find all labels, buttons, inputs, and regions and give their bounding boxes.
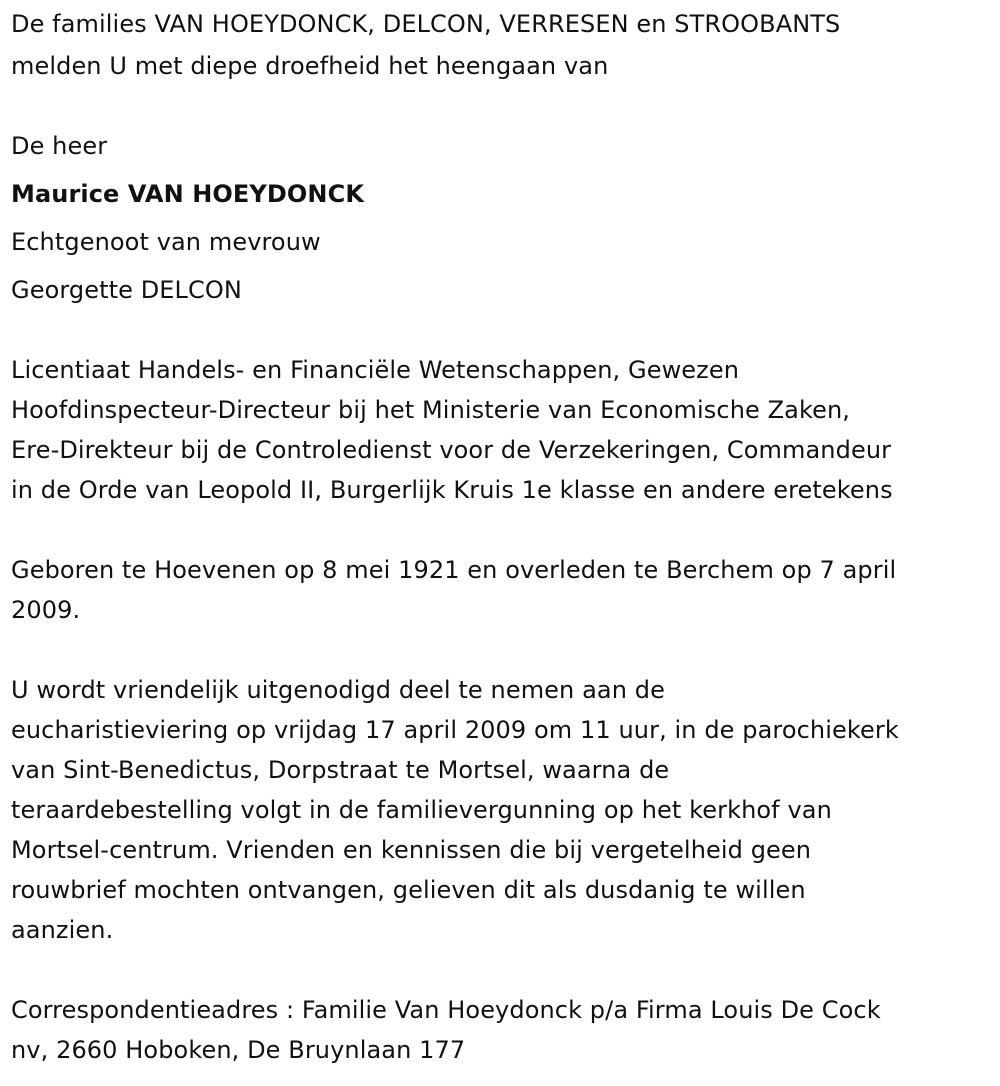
- salutation: De heer: [11, 132, 108, 160]
- titles-line-3: Ere-Direkteur bij de Controledienst voor de Verzekeringen, Commandeur: [11, 436, 892, 464]
- birth-death-line-1: Geboren te Hoevenen op 8 mei 1921 en overleden te Berchem op 7 april: [11, 556, 897, 584]
- invitation-line-2: eucharistieviering op vrijdag 17 april 2009 om 11 uur, in de parochiekerk: [11, 716, 899, 744]
- spouse-name: Georgette DELCON: [11, 276, 242, 304]
- titles-line-2: Hoofdinspecteur-Directeur bij het Ministerie van Economische Zaken,: [11, 396, 851, 424]
- titles-line-1: Licentiaat Handels- en Financiële Wetenschappen, Gewezen: [11, 356, 740, 384]
- birth-death-line-2: 2009.: [11, 596, 81, 624]
- invitation-line-6: rouwbrief mochten ontvangen, gelieven dit als dusdanig te willen: [11, 876, 806, 904]
- correspondence-line-2: nv, 2660 Hoboken, De Bruynlaan 177: [11, 1036, 466, 1064]
- spouse-label: Echtgenoot van mevrouw: [11, 228, 321, 256]
- intro-line-2: melden U met diepe droefheid het heengaan van: [11, 52, 609, 80]
- invitation-line-7: aanzien.: [11, 916, 114, 944]
- invitation-line-3: van Sint-Benedictus, Dorpstraat te Mortsel, waarna de: [11, 756, 670, 784]
- invitation-line-4: teraardebestelling volgt in de familievergunning op het kerkhof van: [11, 796, 832, 824]
- intro-line-1: De families VAN HOEYDONCK, DELCON, VERRESEN en STROOBANTS: [11, 10, 841, 38]
- deceased-name: Maurice VAN HOEYDONCK: [11, 180, 365, 208]
- correspondence-line-1: Correspondentieadres : Familie Van Hoeydonck p/a Firma Louis De Cock: [11, 996, 881, 1024]
- invitation-line-1: U wordt vriendelijk uitgenodigd deel te nemen aan de: [11, 676, 665, 704]
- titles-line-4: in de Orde van Leopold II, Burgerlijk Kruis 1e klasse en andere eretekens: [11, 476, 893, 504]
- invitation-line-5: Mortsel-centrum. Vrienden en kennissen die bij vergetelheid geen: [11, 836, 812, 864]
